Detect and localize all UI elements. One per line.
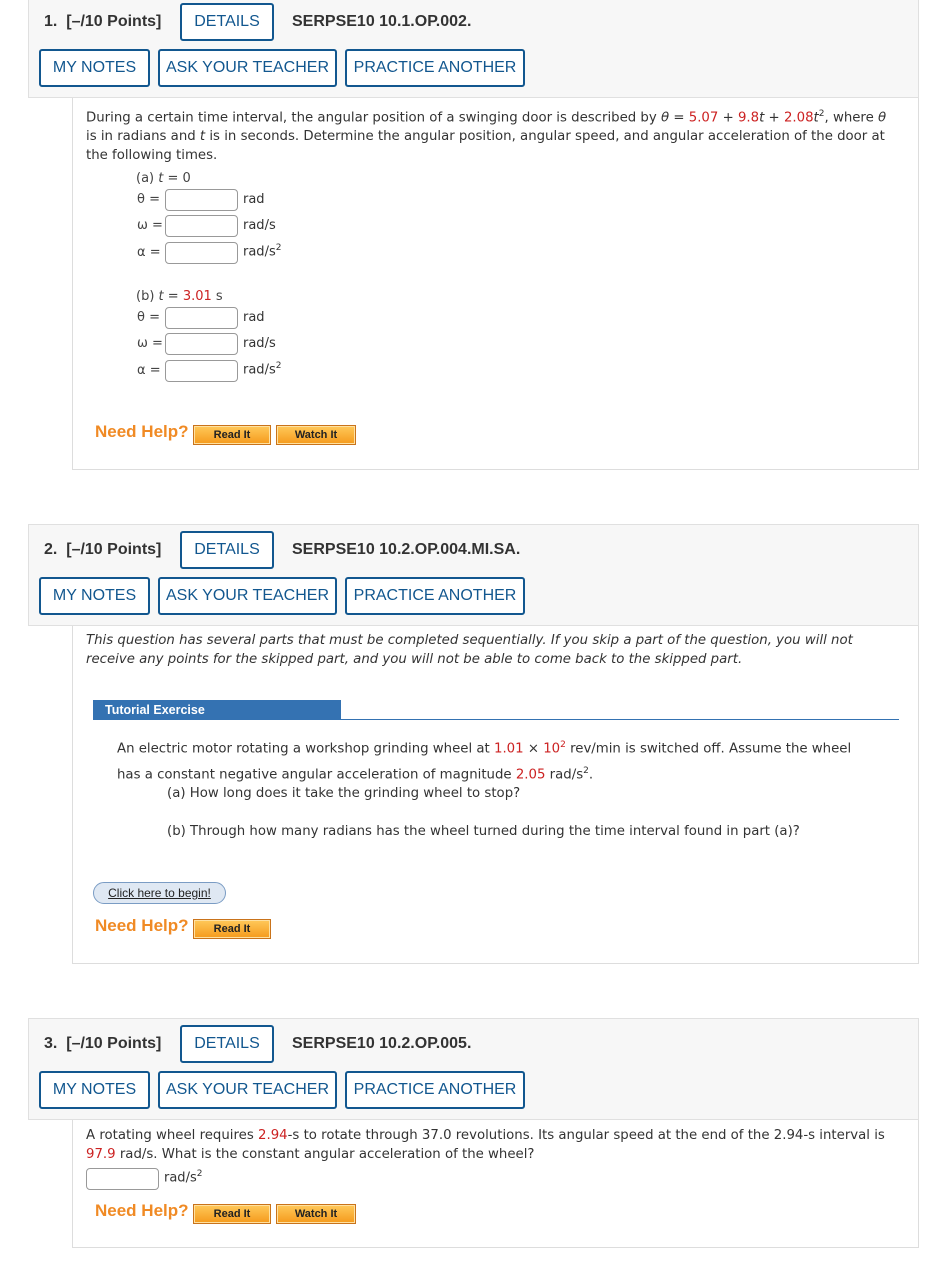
unit-rad: rad: [243, 310, 265, 325]
unit-rad-per-s2: rad/$s^2$: [243, 243, 282, 260]
part-b-question: (b) Through how many radians has the wheel turned during the time interval found in part (a)?: [167, 824, 800, 839]
theta-b-input[interactable]: [165, 307, 238, 329]
need-help-label: Need Help?: [95, 422, 189, 441]
part-b-label: (b) t = 3.01 s: [136, 289, 223, 304]
unit-rad-per-s2: rad/$s^2$: [164, 1169, 203, 1186]
practice-another-button[interactable]: PRACTICE ANOTHER: [345, 49, 525, 87]
question-1-points: 1. [–/10 Points]: [44, 13, 162, 30]
read-it-button[interactable]: Read It: [193, 1204, 271, 1224]
question-3-body: [72, 1120, 919, 1248]
unit-rad-per-s2: rad/$s^2$: [243, 361, 282, 378]
theta-label: θ =: [137, 192, 160, 207]
ask-teacher-button[interactable]: ASK YOUR TEACHER: [158, 1071, 337, 1109]
read-it-button[interactable]: Read It: [193, 919, 271, 939]
question-1-body: [72, 98, 919, 470]
omega-a-input[interactable]: [165, 215, 238, 237]
need-help-label: Need Help?: [95, 1201, 189, 1220]
part-a-label: (a) t = 0: [136, 171, 191, 186]
unit-rad: rad: [243, 192, 265, 207]
details-button[interactable]: DETAILS: [180, 531, 274, 569]
practice-another-button[interactable]: PRACTICE ANOTHER: [345, 1071, 525, 1109]
question-3-code: SERPSE10 10.2.OP.005.: [292, 1035, 472, 1052]
angular-acceleration-input[interactable]: [86, 1168, 159, 1190]
read-it-button[interactable]: Read It: [193, 425, 271, 445]
unit-rad-per-s: rad/s: [243, 218, 276, 233]
question-3-text: A rotating wheel requires 2.94-s to rotate through 37.0 revolutions. Its angular speed at the end of the 2.94-s interval is 97.9 rad/s. What is the constant angular acceleration of the wheel?: [86, 1128, 885, 1162]
question-1: [28, 0, 919, 441]
my-notes-button[interactable]: MY NOTES: [39, 49, 150, 87]
alpha-b-input[interactable]: [165, 360, 238, 382]
question-2-header: [28, 524, 919, 626]
question-2-body: [72, 626, 919, 964]
practice-another-button[interactable]: PRACTICE ANOTHER: [345, 577, 525, 615]
part-a-question: (a) How long does it take the grinding wheel to stop?: [167, 786, 521, 801]
question-3: [28, 1018, 919, 1220]
question-2: [28, 524, 919, 935]
watch-it-button[interactable]: Watch It: [276, 425, 356, 445]
theta-a-input[interactable]: [165, 189, 238, 211]
question-3-points: 3. [–/10 Points]: [44, 1035, 162, 1052]
question-3-header: [28, 1018, 919, 1120]
need-help-label: Need Help?: [95, 916, 189, 935]
tutorial-exercise-header: [93, 700, 899, 720]
my-notes-button[interactable]: MY NOTES: [39, 577, 150, 615]
details-button[interactable]: DETAILS: [180, 3, 274, 41]
tutorial-text: An electric motor rotating a workshop grinding wheel at $1.01 \times 10^2$ rev/min is switched off. Assume the wheel has a constant negative angular acceleration of magnitude 2.05 rad/$s^2$.: [117, 740, 852, 783]
question-1-text: During a certain time interval, the angular position of a swinging door is described by $\theta = 5.07 + 9.8t + 2.08t^2$, where θ is in radians and t is in seconds. Determine the angular position, angular speed, and angular acceleration of the door at the following times.: [86, 109, 887, 164]
watch-it-button[interactable]: Watch It: [276, 1204, 356, 1224]
alpha-a-input[interactable]: [165, 242, 238, 264]
my-notes-button[interactable]: MY NOTES: [39, 1071, 150, 1109]
question-1-header: [28, 0, 919, 98]
unit-rad-per-s: rad/s: [243, 336, 276, 351]
ask-teacher-button[interactable]: ASK YOUR TEACHER: [158, 49, 337, 87]
sequential-notice: This question has several parts that must be completed sequentially. If you skip a part of the question, you will not receive any points for the skipped part, and you will not be able to come back to the skipped part.: [86, 633, 853, 667]
ask-teacher-button[interactable]: ASK YOUR TEACHER: [158, 577, 337, 615]
question-1-code: SERPSE10 10.1.OP.002.: [292, 13, 472, 30]
details-button[interactable]: DETAILS: [180, 1025, 274, 1063]
begin-button[interactable]: Click here to begin!: [93, 882, 226, 904]
omega-b-input[interactable]: [165, 333, 238, 355]
tutorial-exercise-tab: Tutorial Exercise: [93, 700, 341, 720]
omega-label: ω =: [137, 336, 163, 351]
theta-label: θ =: [137, 310, 160, 325]
alpha-label: α =: [137, 363, 161, 378]
omega-label: ω =: [137, 218, 163, 233]
question-2-code: SERPSE10 10.2.OP.004.MI.SA.: [292, 541, 521, 558]
question-2-points: 2. [–/10 Points]: [44, 541, 162, 558]
alpha-label: α =: [137, 245, 161, 260]
